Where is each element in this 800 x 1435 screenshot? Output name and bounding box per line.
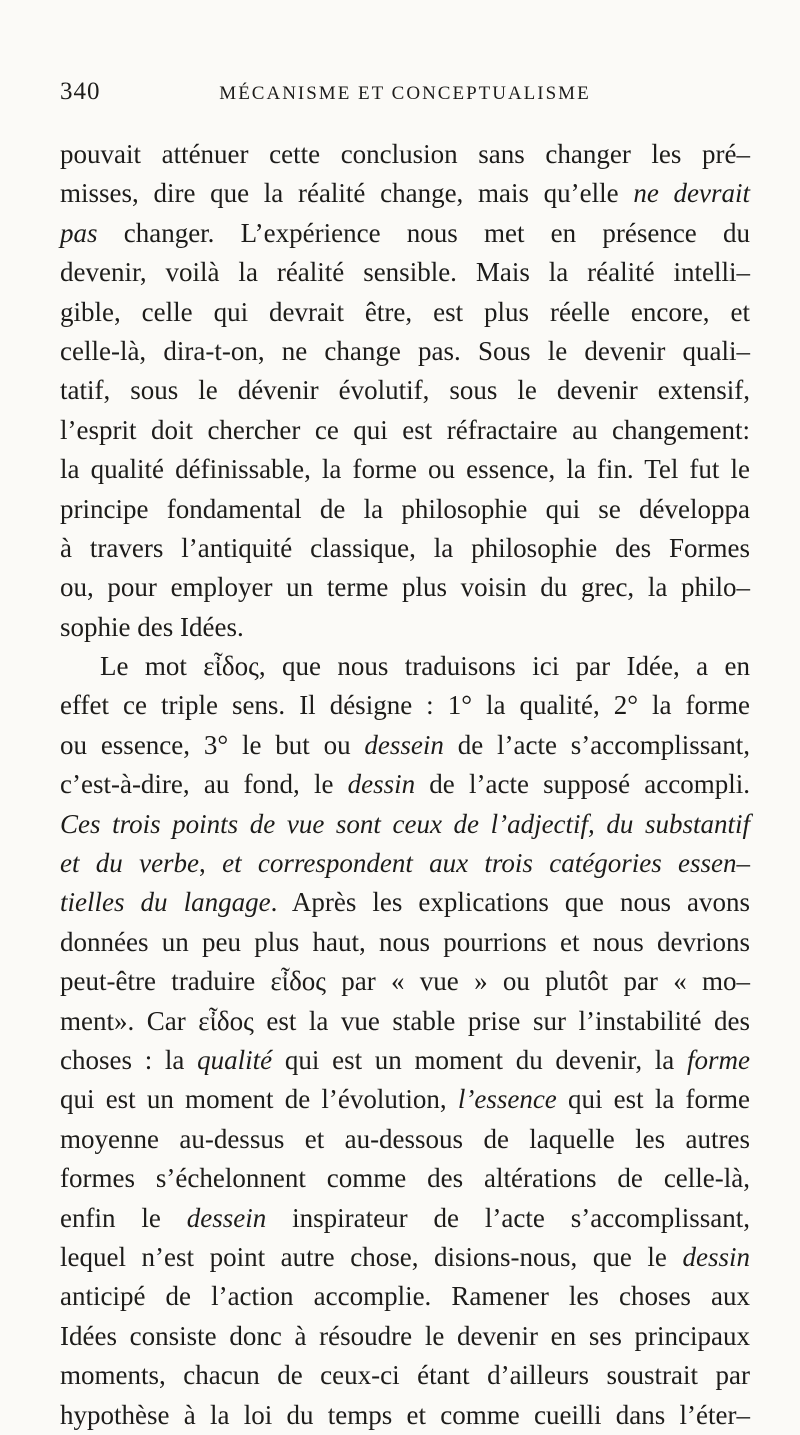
italic-text: dessein xyxy=(186,1202,267,1233)
text-segment: hypothèse à la loi du temps et comme cueilli dans l’éter– xyxy=(60,1399,750,1430)
text-segment: Le mot εἶδος, que nous traduisons ici par Idée, a en xyxy=(100,651,750,682)
text-segment: celle-là, dira-t-on, ne change pas. Sous le devenir quali– xyxy=(60,335,750,366)
text-segment: moyenne au-dessus et au-dessous de laquelle les autres xyxy=(60,1123,750,1154)
text-line xyxy=(60,686,750,725)
text-segment: ment». Car εἶδος est la vue stable prise sur l’instabilité des xyxy=(60,1005,750,1036)
text-line xyxy=(60,1199,750,1238)
text-line xyxy=(60,1396,750,1435)
italic-text: Ces trois points de vue sont ceux de l’adjectif, du substantif xyxy=(60,808,750,839)
text-segment: ou, pour employer un terme plus voisin du grec, la philo– xyxy=(60,572,750,603)
text-line xyxy=(60,1238,750,1277)
text-segment: devenir, voilà la réalité sensible. Mais la réalité intelli– xyxy=(60,257,750,288)
text-line xyxy=(60,293,750,332)
italic-text: tielles du langage xyxy=(60,887,271,918)
text-segment: lequel n’est point autre chose, disions-nous, que le xyxy=(60,1241,683,1272)
text-segment: peut-être traduire εἶδος par « vue » ou plutôt par « mo– xyxy=(60,966,750,997)
text-segment: formes s’échelonnent comme des altérations de celle-là, xyxy=(60,1163,750,1194)
text-line xyxy=(60,883,750,922)
text-segment: inspirateur de l’acte s’accomplissant, xyxy=(266,1202,750,1233)
text-line xyxy=(60,174,750,213)
text-segment: choses : la xyxy=(60,1044,198,1075)
text-line xyxy=(60,608,750,647)
text-line xyxy=(60,805,750,844)
text-segment: qui est la forme xyxy=(556,1084,751,1115)
text-line xyxy=(60,1356,750,1395)
running-title: MÉCANISME ET CONCEPTUALISME xyxy=(219,83,591,104)
text-segment: Idées consiste donc à résoudre le devenir en ses principaux xyxy=(60,1320,750,1351)
text-segment: effet ce triple sens. Il désigne : 1° la qualité, 2° la forme xyxy=(60,690,750,721)
text-segment: , xyxy=(199,848,223,879)
text-line xyxy=(60,726,750,765)
text-line xyxy=(60,1080,750,1119)
text-segment: anticipé de l’action accomplie. Ramener les choses aux xyxy=(60,1281,750,1312)
text-line xyxy=(60,568,750,607)
text-segment: tatif, sous le dévenir évolutif, sous le devenir extensif, xyxy=(60,375,750,406)
italic-text: dessein xyxy=(364,729,444,760)
text-segment: ou essence, 3° le but ou xyxy=(60,729,365,760)
text-segment: la qualité définissable, la forme ou essence, la fin. Tel fut le xyxy=(60,454,750,485)
italic-text: qualité xyxy=(197,1044,273,1075)
text-segment: l’esprit doit chercher ce qui est réfractaire au changement: xyxy=(60,414,750,445)
text-line xyxy=(60,844,750,883)
italic-text: et correspondent aux trois catégories essen– xyxy=(222,848,750,879)
text-segment: de l’acte s’accomplissant, xyxy=(443,729,751,760)
text-segment: enfin le xyxy=(60,1202,187,1233)
text-segment: pouvait atténuer cette conclusion sans changer les pré– xyxy=(60,139,750,169)
text-segment: changer. L’expérience nous met en présence du xyxy=(97,217,750,248)
text-line xyxy=(60,923,750,962)
text-segment: à travers l’antiquité classique, la philosophie des Formes xyxy=(60,532,750,563)
text-line xyxy=(60,647,750,686)
text-line xyxy=(60,332,750,371)
text-segment: sophie des Idées. xyxy=(60,611,244,642)
text-line xyxy=(60,214,750,253)
text-segment: principe fondamental de la philosophie qui se développa xyxy=(60,493,750,524)
body-text xyxy=(60,135,750,1435)
text-line xyxy=(60,253,750,292)
text-segment: données un peu plus haut, nous pourrions et nous devrions xyxy=(60,926,750,957)
italic-text: forme xyxy=(687,1044,750,1075)
text-line xyxy=(60,1120,750,1159)
text-segment: qui est un moment de l’évolution, xyxy=(60,1084,458,1115)
text-line xyxy=(60,490,750,529)
text-line xyxy=(60,135,750,174)
italic-text: ne devrait xyxy=(633,178,750,209)
text-segment: moments, chacun de ceux-ci étant d’ailleurs soustrait par xyxy=(60,1360,750,1391)
italic-text: pas xyxy=(60,217,98,248)
text-segment: c’est-à-dire, au fond, le xyxy=(60,769,348,800)
italic-text: et du verbe xyxy=(60,848,200,879)
text-line xyxy=(60,411,750,450)
text-line xyxy=(60,962,750,1001)
text-segment: gible, celle qui devrait être, est plus réelle encore, et xyxy=(60,296,750,327)
italic-text: l’essence xyxy=(457,1084,557,1115)
text-line xyxy=(60,1002,750,1041)
text-line xyxy=(60,1277,750,1316)
text-line xyxy=(60,529,750,568)
text-line xyxy=(60,1317,750,1356)
text-line xyxy=(60,765,750,804)
text-line xyxy=(60,450,750,489)
text-segment: misses, dire que la réalité change, mais qu’elle xyxy=(60,178,634,209)
italic-text: dessin xyxy=(347,769,416,800)
text-segment: . Après les explications que nous avons xyxy=(270,887,751,918)
text-line xyxy=(60,1041,750,1080)
text-line xyxy=(60,1159,750,1198)
page-number: 340 xyxy=(60,78,101,105)
text-line xyxy=(60,371,750,410)
text-segment: de l’acte supposé accompli. xyxy=(415,769,751,800)
page-header xyxy=(60,78,750,118)
italic-text: dessin xyxy=(682,1241,750,1272)
text-segment: qui est un moment du devenir, la xyxy=(272,1044,687,1075)
